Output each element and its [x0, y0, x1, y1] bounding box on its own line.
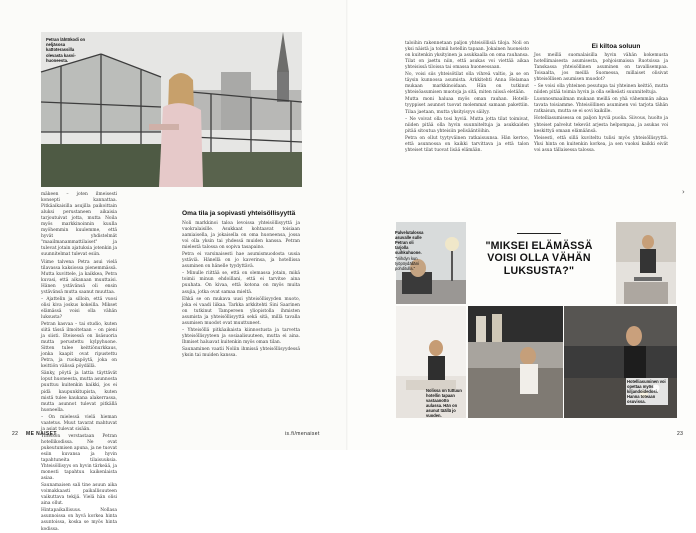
paragraph: taloihin rakennetaan paljon yhteisöllisiä tiloja. Noli on yksi näistä ja toimii hotellin tapaan. Jokainen huoneisto on kuitenkin yksityinen ja asukkaalla on oma rauhansa. Tilat on jaettu niin, että asukas voi viettää aikaa yhteisissä tiloissa tai omassa huoneessaan.	[405, 41, 529, 71]
paragraph: Jos meillä suomalaisilla hyvin vähän kokemusta hotellimaisesta asumisesta, pohjoismaissa Ruotsissa ja Tanskassa yhteisöllinen asuminen on tavallisempaa. Toisaalta, jos meillä Suomessa, millaiset olisivat yhteisöllisen asumisen muodot?	[534, 53, 668, 83]
right-column-2	[534, 53, 668, 193]
left-page	[0, 0, 348, 532]
right-column-1	[405, 41, 529, 191]
lounge-illustration	[616, 222, 676, 304]
paragraph: Saunaminen vaatii Noliin ihmissä yhteisöllisyydessä yksin tai muiden kanssa.	[182, 346, 300, 358]
paragraph: Hotelliasumisessa on paljon hyviä puolia. Siivous, huolto ja yhteiset palvelut tekevät arjesta helpompaa, ja asukas voi keskittyä omaan elämäänsä.	[534, 116, 668, 134]
next-page-arrow-icon: ›	[682, 188, 685, 196]
paragraph: mäkeen – joten ilmeisesti konsepti kannattaa. Pitkäaikaisilla asujilla paikoittain aluksi perustaneen aikaisia tarjoutuivat jotta, mutta Noila myös markkinoinnin kuulla myöhemmin kuulemme, että hyvät yhdistelmät "maailmanammattilaiset" ja tulevat jotain ajatuksia jotenkin ja suunnitelmat tulevat esiin.	[41, 192, 117, 258]
paragraph: Hintapaikallisuus. Nollasa asunnoissa on hyvä korkea hinta asuntoissa, koska se myös hinta kodissa.	[41, 508, 117, 532]
kitchen-photo	[468, 306, 563, 418]
caption-bottom-right: Hotelliasuminen voi opettaa myös kiljandoidedosi. Hanna toteaan osuvissa.	[626, 378, 668, 405]
pull-quote: "MIKSEI ELÄMÄSSÄ VOISI OLLA VÄHÄN LUKSUSTA?"	[485, 240, 593, 277]
section-title: Oma tila ja sopivasti yhteisöllisyyttä	[182, 210, 296, 217]
paragraph: – Se voisi olla yhteinen pesutupa tai yhteinen keittiö, mutta niiden pitää toimia hyvin ja olla selkeästi suunniteltuja.	[534, 84, 668, 96]
right-page	[348, 0, 696, 450]
paragraph: – Ne voivat olla tosi hyviä. Mutta jotta tilat toimivat, niiden pitää olla hyvin suunniteltuja ja asukkaiden pitää sitoutua yhteisiin pelisääntöihin.	[405, 116, 529, 134]
photo-caption: Petran lähtökodi on neljäsosa kattoterassilla olevasta kasvi-huoneesta.	[46, 37, 86, 63]
paragraph: – Minulle riittää se, että on olemassa jotain, mikä toimii minun ehdoillani, että ei tarvitse aina puuhata. On kivaa, että kotona on myös muita asujia, jotka ovat samaa mieltä.	[182, 271, 300, 295]
paragraph: Saunamaisen sali tine asuun aika voimakkaasti paikallisuuteen vaikuttava tekijä. Vielä hän olisi aina ollut.	[41, 483, 117, 507]
paragraph: Viime talvena Petra asui vielä tilavassa kaksiossa pienemmässä. Mutta kuvittele, ja kaikkea, Petra kuvasi, että aikanaan muuttaisi. Hänen ystävänsä oli ensin ystävänsä mutta saanut muuttaa.	[41, 259, 117, 295]
paragraph: – On mielessä vielä hieman vaatetus. Muut tavarat mahtuvat ja asiat tulevat sisään.	[41, 414, 117, 432]
section-title-right: Ei kiltoa soluun	[591, 43, 641, 50]
paragraph: – Ajattelin ja silloin, että vuosi olisi kiva joskus kokeilla. Mikset elämässä voisi olla vähän luksusta?	[41, 296, 117, 320]
paragraph: Petran kasvaa – tai studio, kuten siitä tässä ilmoitetaan – on pieni ja siisti. Eteisessä on lisäsuoria mutta perustettu kylpyhuone. Sitten tulee keittiönurkkaus, jonka kaapit ovat ripustettu Petra, ja ruokapöytä, joka on keittiön välissä pöydällä.	[41, 321, 117, 370]
folio-web: is.fi/menaiset	[285, 431, 320, 437]
left-column-2	[182, 221, 300, 424]
caption-top-quote: "Viihdyn kun työpöydälläni pohditulla."	[395, 256, 419, 272]
paragraph: Luonnosmaailman mukaan meillä on yhä vähemmän aikaa tavata toisiamme. Yhteisöllinen asuminen voi tarjota tähän ratkaisun, mutta se ei sovi kaikille.	[534, 97, 668, 115]
folio-number-right: 23	[677, 431, 684, 437]
caption-bottom-left: Nolissa on tuttuun hotellin tapaan vastaanotto aulassa. Hän on asunut täällä jo vuoden.	[426, 388, 462, 419]
paragraph: Yleisesti, että sillä kuviteltu tulisi myös yhteisöllisyyttä. Yksi hinta on kuitenkin korkea, ja sen vuoksi kaikki eivät voi asua tällaisessa talossa.	[534, 135, 668, 153]
folio-number: 22	[12, 431, 19, 437]
paragraph: Yhteisön verstastaan Petran hotellikodissa. Ne ovat pukeutumisen apuna, ja ne tuovat esiin kuvansa ja hyvin tapahtuneita tilaisuuksia. Yhteisöllisyys on hyvin tärkeää, ja monesti tapahtuu kaikenlaista asiaa.	[41, 433, 117, 482]
paragraph: Mutta moni haluaa myös oman rauhan. Hotelli-tyyppiset asunnot tuovat molemmat samaan pakettiin. Tilaa jaetaan, mutta yksityisyys säilyy.	[405, 97, 529, 115]
paragraph: No, voisi siis yhteisötilat olla vihreä valtio, ja se on täysin kunnossa asumista. Arkkitehti Anna Helamaa mukaan markkinoidaan. Hän on tutkinut yhteisöasumisen muotoja ja sitä, miten niissä eletään.	[405, 72, 529, 96]
magazine-name: ME NAISET	[26, 431, 57, 437]
lounge-photo	[616, 222, 676, 304]
paragraph: Petra on ollut tyytyväinen ratkaisuunsa. Hän kertoo, että asunnossa on kaikki tarvittava ja että talon yhteiset tilat tuovat lisää elämään.	[405, 135, 529, 153]
paragraph: Ehkä se on mukava uusi yhteisöllisyyden muoto, joka ei vaadi liikaa. Tarkka arkkitehti Sini Saarinen on tutkinut Tampereen yliopistolla ihmisten asumista ja yhteisöllisyyttä sekä sitä, millä tavalla asumisen muodot ovat muuttuneet.	[182, 296, 300, 326]
paragraph: – Yhteisöllä pitkäaikaista kiinnostusta ja tarvetta yhteisöllisyyteen ja sosiaalisuuteen, mutta ei aina. Ihmiset haluavat kuitenkin myös oman tilan.	[182, 327, 300, 345]
paragraph: Sänky, pöytä ja lattia täyttävät loput huoneesta, mutta asunnosta puuttuu kuitenkin kaikki, jos ei pidä kaupunkitupista, kuten mistä tulee kaukana alakerrassa, mutta asunnot tulevat pitkällä huoneella.	[41, 371, 117, 413]
caption-top: Palvelutalossa asuvalle sulle Petran oli tarjolla suihkuhuone.	[395, 230, 424, 256]
quote-divider	[517, 233, 561, 234]
paragraph: Petra ei varsinaisesti hae asumismuodosta uusia ystäviä. Hänellä on jo kaverinsa, ja hotellissa asuminen on hänelle tyydyttävä.	[182, 252, 300, 270]
kitchen-illustration	[468, 306, 563, 418]
pull-quote-block	[475, 233, 603, 277]
paragraph: Noli markkinoi taloa levoissa yhteisöllisyyttä ja vuokralaisille. Asukkaat kohtaavat toisiaan aamiaisella, ja jokaisella on oma huoneensa, jossa voi olla yksin tai yhdessä muiden kanssa. Petran mielestä talossa on sopiva tasapaino.	[182, 221, 300, 251]
